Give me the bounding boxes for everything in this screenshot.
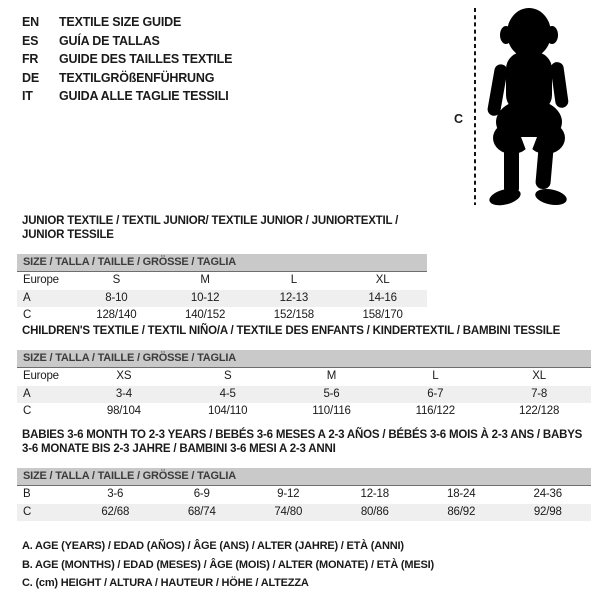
cell-value: 7-8 (531, 387, 548, 400)
babies-size-table-section (17, 428, 591, 521)
table-row (17, 386, 591, 404)
measure-figure (452, 4, 597, 212)
table-row (17, 486, 591, 504)
cell-value: 4-5 (219, 387, 236, 400)
cell-value: M (326, 370, 337, 382)
size-header-band: SIZE / TALLA / TAILLE / GRÖSSE / TAGLIA (17, 254, 427, 272)
language-row (22, 13, 232, 32)
cell-value: M (200, 274, 210, 286)
cell-value: 3-6 (107, 488, 124, 500)
cell-value: 10-12 (190, 291, 220, 304)
cell-value: 68/74 (187, 505, 216, 518)
row-label: B (23, 488, 31, 500)
legend-footnotes (22, 537, 434, 593)
footnote-c: C. (cm) HEIGHT / ALTURA / HAUTEUR / HÖHE / ALTEZZA (22, 577, 309, 589)
table-title: JUNIOR TEXTILE / TEXTIL JUNIOR/ TEXTILE JUNIOR / JUNIORTEXTIL / JUNIOR TESSILE (22, 215, 399, 241)
table-row (17, 403, 591, 421)
table-title: CHILDREN'S TEXTILE / TEXTIL NIÑO/A / TEXTILE DES ENFANTS / KINDERTEXTIL / BAMBINI TESSILE (22, 325, 561, 337)
cell-value: S (223, 370, 232, 382)
cell-value: 9-12 (277, 488, 300, 500)
language-label: GUIDA ALLE TAGLIE TESSILI (59, 89, 229, 103)
table-row (17, 368, 591, 386)
size-table (17, 468, 591, 521)
junior-size-table-section (17, 214, 427, 325)
cell-value: 110/116 (312, 405, 351, 417)
cell-value: 3-4 (115, 387, 132, 400)
table-row (17, 290, 427, 308)
cell-value: XL (375, 274, 390, 286)
cell-value: 5-6 (323, 387, 340, 400)
cell-value: 116/122 (415, 405, 455, 417)
baby-silhouette-icon (452, 4, 597, 212)
language-row (22, 50, 232, 69)
cell-value: 122/128 (519, 405, 560, 417)
row-label: C (23, 405, 32, 417)
cell-value: 80/86 (360, 505, 389, 518)
language-label: TEXTILE SIZE GUIDE (59, 15, 182, 29)
table-row (17, 307, 427, 325)
language-code: IT (22, 89, 33, 103)
cell-value: 6-7 (427, 387, 444, 400)
cell-value: 62/68 (101, 505, 130, 518)
footnote-a: A. AGE (YEARS) / EDAD (AÑOS) / ÂGE (ANS) / ALTER (JAHRE) / ETÀ (ANNI) (22, 540, 404, 552)
cell-value: 24-36 (533, 488, 562, 500)
size-table (17, 254, 427, 325)
language-list (22, 13, 232, 106)
row-label: C (23, 309, 32, 321)
cell-value: 74/80 (274, 505, 303, 518)
footnote-b: B. AGE (MONTHS) / EDAD (MESES) / ÂGE (MOIS) / ALTER (MONATE) / ETÀ (MESI) (22, 558, 434, 571)
row-label: A (23, 291, 31, 304)
cell-value: 152/158 (273, 309, 314, 321)
cell-value: 140/152 (185, 309, 226, 321)
cell-value: 6-9 (193, 488, 210, 500)
cell-value: L (432, 370, 439, 382)
cell-value: XL (532, 370, 546, 382)
size-table (17, 350, 591, 421)
cell-value: 12-18 (360, 488, 389, 500)
cell-value: 92/98 (533, 505, 562, 518)
language-row (22, 32, 232, 51)
cell-value: 14-16 (368, 291, 397, 304)
row-label: Europe (23, 274, 59, 286)
language-label: GUIDE DES TAILLES TEXTILE (59, 52, 233, 66)
row-label: C (23, 505, 32, 518)
row-label: A (23, 387, 31, 400)
cell-value: L (290, 274, 297, 286)
cell-value: XS (116, 370, 132, 382)
language-code: EN (22, 15, 39, 29)
language-code: DE (22, 70, 39, 85)
measure-label-c: C (454, 112, 464, 126)
cell-value: S (112, 274, 121, 286)
language-code: FR (22, 52, 39, 66)
children-size-table-section (17, 324, 591, 421)
cell-value: 104/110 (208, 405, 248, 417)
language-label: TEXTILGRÖßENFÜHRUNG (59, 70, 215, 85)
language-row (22, 87, 232, 106)
cell-value: 98/104 (106, 405, 141, 417)
row-label: Europe (23, 370, 59, 382)
baby-shape (487, 8, 570, 208)
language-code: ES (22, 33, 39, 48)
language-row (22, 69, 232, 88)
language-label: GUÍA DE TALLAS (59, 33, 160, 48)
size-header-band: SIZE / TALLA / TAILLE / GRÖSSE / TAGLIA (17, 468, 591, 486)
cell-value: 18-24 (447, 488, 476, 500)
table-row (17, 272, 427, 290)
cell-value: 12-13 (279, 291, 309, 304)
cell-value: 8-10 (105, 291, 128, 304)
cell-value: 86/92 (447, 505, 476, 518)
cell-value: 128/140 (96, 309, 137, 321)
cell-value: 158/170 (362, 309, 403, 321)
size-header-band: SIZE / TALLA / TAILLE / GRÖSSE / TAGLIA (17, 350, 591, 368)
table-title: BABIES 3-6 MONTH TO 2-3 YEARS / BEBÉS 3-6 MESES A 2-3 AÑOS / BÉBÉS 3-6 MOIS À 2-3 ANS / BABYS 3-6 MONATE BIS 2-3 JAHRE / BAMBINI 3-6 MESI A 2-3 ANNI (22, 429, 583, 455)
table-row (17, 504, 591, 522)
